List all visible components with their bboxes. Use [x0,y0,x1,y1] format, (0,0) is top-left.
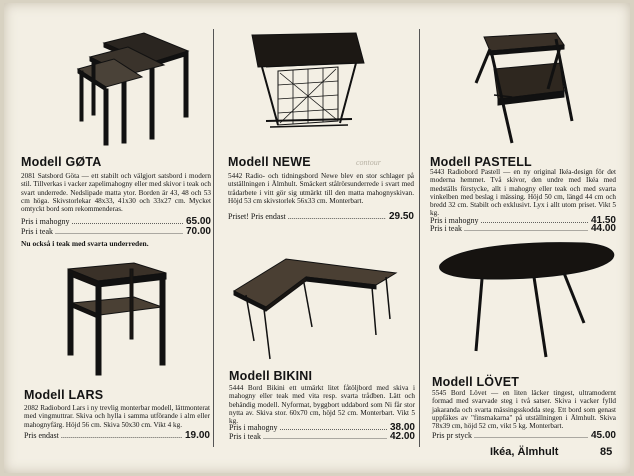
product-note-gota: Nu också i teak med svarta underreden. [21,239,149,248]
price-label: Pris i teak ..... [430,224,588,233]
column-divider-right [419,29,420,447]
product-description-lovet: 5545 Bord Lövet — en liten läcker tingest, ultramodernt formad med svarvade steg i två satser. Skiva i vacker fylld jakaranda och svarta mässingsskodda steg. Ett bord som genast uppfäkes av "finsmakarna" på utställningen i Älmhult. Skiva 78x39 cm, höjd 52 cm, vikt 5 kg. Monterbart. [432,389,616,431]
price-label: Pris i mahogny ..... [21,217,183,226]
column-divider-left [213,29,214,447]
price-row-bikini-teak [229,432,415,441]
product-title-lovet: Modell LÖVET [432,375,520,389]
price-value: 44.00 [590,223,616,234]
price-label: Pris i mahogny ..... [229,423,387,432]
price-value: 45.00 [590,430,616,441]
product-title-newe: Modell NEWE [228,155,311,169]
price-label: Pris i teak ..... [21,227,183,236]
product-description-pastell: 5443 Radiobord Pastell — en ny original Ikéa-design för det moderna hemmet. Två skivor, den undre med Ikéa med medställs förstycke, allt i mahogny eller teak och med svarta vinkelben med beslag i mässing. Höjd 50 cm, längd 44 cm och bredd 32 cm. Stabilt och exklusivt. Lyx i allt utom priset. Vikt 5 kg. [430,168,616,218]
price-value: 65.00 [185,216,211,227]
ghost-show-through-text: contour [356,158,381,167]
price-row-lars [24,431,210,440]
price-value: 29.50 [388,211,414,222]
product-title-pastell: Modell PASTELL [430,155,532,169]
product-title-lars: Modell LARS [24,388,104,402]
pastell-radio-table-image [464,25,584,149]
price-label: Pris pr styck ..... [432,431,588,440]
price-label: Pris i teak ..... [229,432,387,441]
footer-brand: Ikéa, Älmhult [490,446,559,458]
price-row-gota-mahogny [21,217,211,226]
product-description-bikini: 5444 Bord Bikini ett utmärkt litet fåtöljbord med skiva i mahogny eller teak med vita resp. svarta trådben. Lätt och behändig modell. Nyformat, byggbort uddabord som Ni får stor nytta av. Skiva stor. 60x70 cm, höjd 52 cm. Monterbart. Vikt 5 kg. [229,384,415,426]
price-label: Pris i mahogny ..... [430,216,588,225]
price-row-pastell-teak [430,224,616,233]
gota-nesting-tables-image [66,27,196,147]
price-value: 19.00 [184,430,210,441]
bikini-table-image [226,255,406,365]
price-value: 38.00 [389,422,415,433]
page-number: 85 [600,446,613,458]
price-value: 42.00 [389,431,415,442]
price-value: 70.00 [185,226,211,237]
price-row-bikini-mahogny [229,423,415,432]
price-label: Priset! Pris endast ..... [228,212,386,221]
lovet-table-image [434,239,624,359]
product-description-lars: 2082 Radiobord Lars i ny trevlig monterbar modell, lättmonterat med vingmuttrar. Skiva och hylla i samma utförande i alm eller mahognyfärg. Höjd 56 cm. Skiva 50x30 cm. Vikt 4 kg. [24,404,210,429]
price-row-newe [228,212,414,221]
price-value: 41.50 [590,215,616,226]
product-description-gota: 2081 Satsbord Göta — ett stabilt och välgjort satsbord i modern stil. Tillverkas i vacker zapelimahogny eller med skivor i teak och svart underrede. Nedslipade matta ytor. Borden är 43, 48 och 53 cm höga. Skivstorlekar 48x33, 41x30 och 33x27 cm. Mycket omtyckt bord som rekommenderas. [21,172,211,214]
catalog-page [4,3,630,473]
price-label: Pris endast ..... [24,431,182,440]
price-row-gota-teak [21,227,211,236]
product-title-gota: Modell GØTA [21,155,102,169]
price-row-lovet [432,431,616,440]
lars-radio-table-image [62,257,172,381]
newe-radio-table-image [244,27,374,137]
product-title-bikini: Modell BIKINI [229,369,313,383]
product-description-newe: 5442 Radio- och tidningsbord Newe blev en stor schlager på utställningen i Älmhult. Smäckert stålrörsunderrede i svart med trådarbete i vitt gör sig utmärkt till den matta mahognyskivan. Höjd 53 cm skivstorlek 56x33 cm. Monterbart. [228,172,414,205]
